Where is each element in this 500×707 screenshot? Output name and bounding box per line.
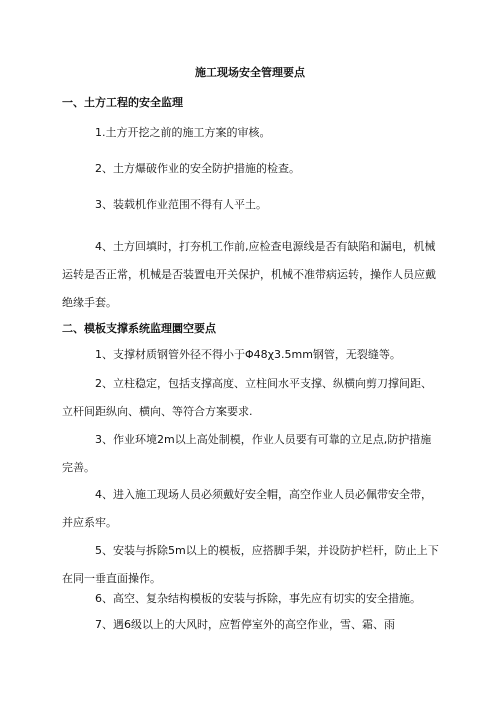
paragraph: 5、安装与拆除5m以上的模板，应搭脚手架，并设防护栏杆，防止上下在同一垂直面操作。	[62, 544, 439, 585]
paragraph: 3、装载机作业范围不得有人平土。	[95, 198, 267, 211]
document-title: 施工现场安全管理要点	[195, 66, 305, 79]
paragraph: 1.土方开挖之前的施工方案的审核。	[95, 126, 271, 139]
paragraph: 4、土方回填时，打夯机工作前,应检查电源线是否有缺陷和漏电，机械运转是否正常，机械是否装置电开关保护，机械不准带病运转，操作人员应戴绝缘手套。	[62, 240, 436, 309]
paragraph: 3、作业环境2m以上高处制模，作业人员要有可靠的立足点,防护措施完善。	[62, 433, 432, 474]
paragraph: 1、支撑材质钢管外径不得小于Φ48χ3.5mm钢管，无裂缝等。	[95, 348, 401, 361]
paragraph: 2、立柱稳定，包括支撑高度、立柱间水平支撑、纵横向剪刀撑间距、立杆间距纵向、横向、等符合方案要求.	[62, 377, 432, 418]
section-heading-formwork: 二、模板支撑系统监理圜空要点	[62, 322, 216, 335]
paragraph: 6、高空、复杂结构模板的安装与拆除，事先应有切实的安全措施。	[95, 592, 421, 605]
paragraph: 2、土方爆破作业的安全防护措施的检查。	[95, 162, 300, 175]
paragraph: 7、遇6级以上的大风时，应暂停室外的高空作业，雪、霜、雨	[95, 618, 395, 631]
section-heading-earthwork: 一、土方工程的安全监理	[62, 96, 183, 109]
paragraph: 4、进入施工现场人员必须戴好安全帽，高空作业人员必佩带安全带，并应系牢。	[62, 488, 432, 529]
